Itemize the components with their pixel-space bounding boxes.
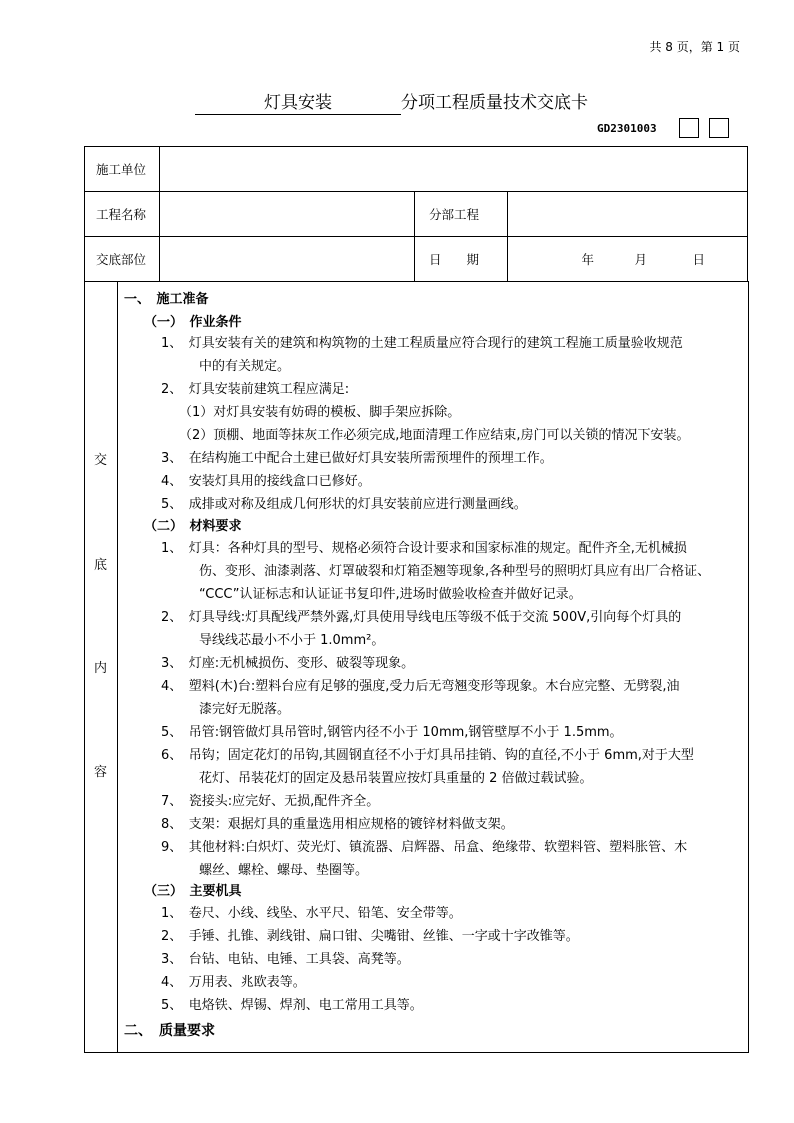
content-line: 6、 吊钩；固定花灯的吊钩,其圆钢直径不小于灯具吊挂销、钩的直径,不小于 6mm,对于大型	[161, 748, 694, 763]
content-line: 4、 万用表、兆欧表等。	[161, 975, 306, 990]
location-label: 交底部位	[85, 237, 160, 282]
title-subject: 灯具安装	[195, 88, 401, 115]
content-line: 2、 手锤、扎锥、剥线钳、扁口钳、尖嘴钳、丝锥、一字或十字改锥等。	[161, 929, 579, 944]
content-line: 1、 灯具安装有关的建筑和构筑物的土建工程质量应符合现行的建筑工程施工质量验收规范	[161, 336, 683, 351]
checkbox-1[interactable]	[679, 118, 699, 138]
construction-unit-value[interactable]	[160, 147, 748, 192]
subsection-heading: （二） 材料要求	[144, 519, 242, 534]
side-char: 容	[94, 765, 108, 780]
content-line: 3、 灯座:无机械损伤、变形、破裂等现象。	[161, 656, 415, 671]
doc-code: GD2301003	[597, 122, 657, 135]
construction-unit-label: 施工单位	[85, 147, 160, 192]
content-line: 伤、变形、油漆剥落、灯罩破裂和灯箱歪翘等现象,各种型号的照明灯具应有出厂合格证、	[199, 564, 711, 579]
content-line: “CCC”认证标志和认证证书复印件,进场时做验收检查并做好记录。	[199, 587, 582, 602]
content-line: 2、 灯具导线:灯具配线严禁外露,灯具使用导线电压等级不低于交流 500V,引向每个灯具的	[161, 610, 682, 625]
content-line: 5、 成排或对称及组成几何形状的灯具安装前应进行测量画线。	[161, 497, 527, 512]
date-year: 年	[581, 252, 594, 267]
date-month: 月	[634, 252, 647, 267]
content-line: 7、 瓷接头:应完好、无损,配件齐全。	[161, 794, 380, 809]
subsection-heading: （一） 作业条件	[144, 315, 242, 330]
content-line: （1）对灯具安装有妨碍的模板、脚手架应拆除。	[179, 405, 461, 420]
content-line: 5、 吊管:钢管做灯具吊管时,钢管内径不小于 10mm,钢管壁厚不小于 1.5mm。	[161, 725, 623, 740]
content-line: 4、 安装灯具用的接线盒口已修好。	[161, 474, 371, 489]
content-line: 3、 在结构施工中配合土建已做好灯具安装所需预埋件的预埋工作。	[161, 451, 553, 466]
location-value[interactable]	[160, 237, 415, 282]
content-line: 螺丝、螺栓、螺母、垫圈等。	[199, 863, 369, 878]
project-name-label: 工程名称	[85, 192, 160, 237]
content-line: 5、 电烙铁、焊锡、焊剂、电工常用工具等。	[161, 998, 423, 1013]
title-main: 分项工程质量技术交底卡	[401, 93, 588, 113]
content-line: 1、 灯具：各种灯具的型号、规格必须符合设计要求和国家标准的规定。配件齐全,无机械损	[161, 541, 687, 556]
side-char: 内	[94, 661, 108, 676]
page-indicator: 共 8 页，第 1 页	[649, 40, 740, 54]
content-frame	[84, 281, 749, 1053]
content-line: 9、 其他材料:白炽灯、荧光灯、镇流器、启辉器、吊盒、绝缘带、软塑料管、塑料胀管、木	[161, 840, 688, 855]
section-heading: 一、 施工准备	[124, 292, 209, 307]
sub-project-value[interactable]	[508, 192, 748, 237]
content-line: 1、 卷尺、小线、线坠、水平尺、铅笔、安全带等。	[161, 906, 462, 921]
content-line: 花灯、吊装花灯的固定及悬吊装置应按灯具重量的 2 倍做过载试验。	[199, 771, 593, 786]
content-line: 3、 台钻、电钻、电锤、工具袋、高凳等。	[161, 952, 410, 967]
content-line: （2）顶棚、地面等抹灰工作必须完成,地面清理工作应结束,房门可以关锁的情况下安装。	[179, 428, 690, 443]
date-value[interactable]	[508, 237, 748, 282]
content-line: 8、 支架：艰据灯具的重量选用相应规格的镀锌材料做支架。	[161, 817, 514, 832]
section-heading: 二、 质量要求	[124, 1023, 215, 1039]
content-line: 2、 灯具安装前建筑工程应满足:	[161, 382, 350, 397]
sub-project-label: 分部工程	[415, 192, 508, 237]
subsection-heading: （三） 主要机具	[144, 884, 242, 899]
checkbox-2[interactable]	[709, 118, 729, 138]
project-name-value[interactable]	[160, 192, 415, 237]
content-line: 漆完好无脱落。	[199, 702, 291, 717]
content-line: 4、 塑料(木)台:塑料台应有足够的强度,受力后无弯翘变形等现象。木台应完整、无劈裂,油	[161, 679, 680, 694]
date-day: 日	[692, 252, 705, 267]
side-char: 底	[94, 558, 108, 573]
header-table	[84, 146, 748, 282]
content-line: 导线线芯最小不小于 1.0mm²。	[199, 633, 385, 648]
date-label: 日 期	[415, 237, 508, 282]
content-line: 中的有关规定。	[199, 359, 291, 374]
side-label-column	[85, 281, 118, 1052]
side-char: 交	[94, 453, 108, 468]
document-title	[195, 88, 588, 115]
